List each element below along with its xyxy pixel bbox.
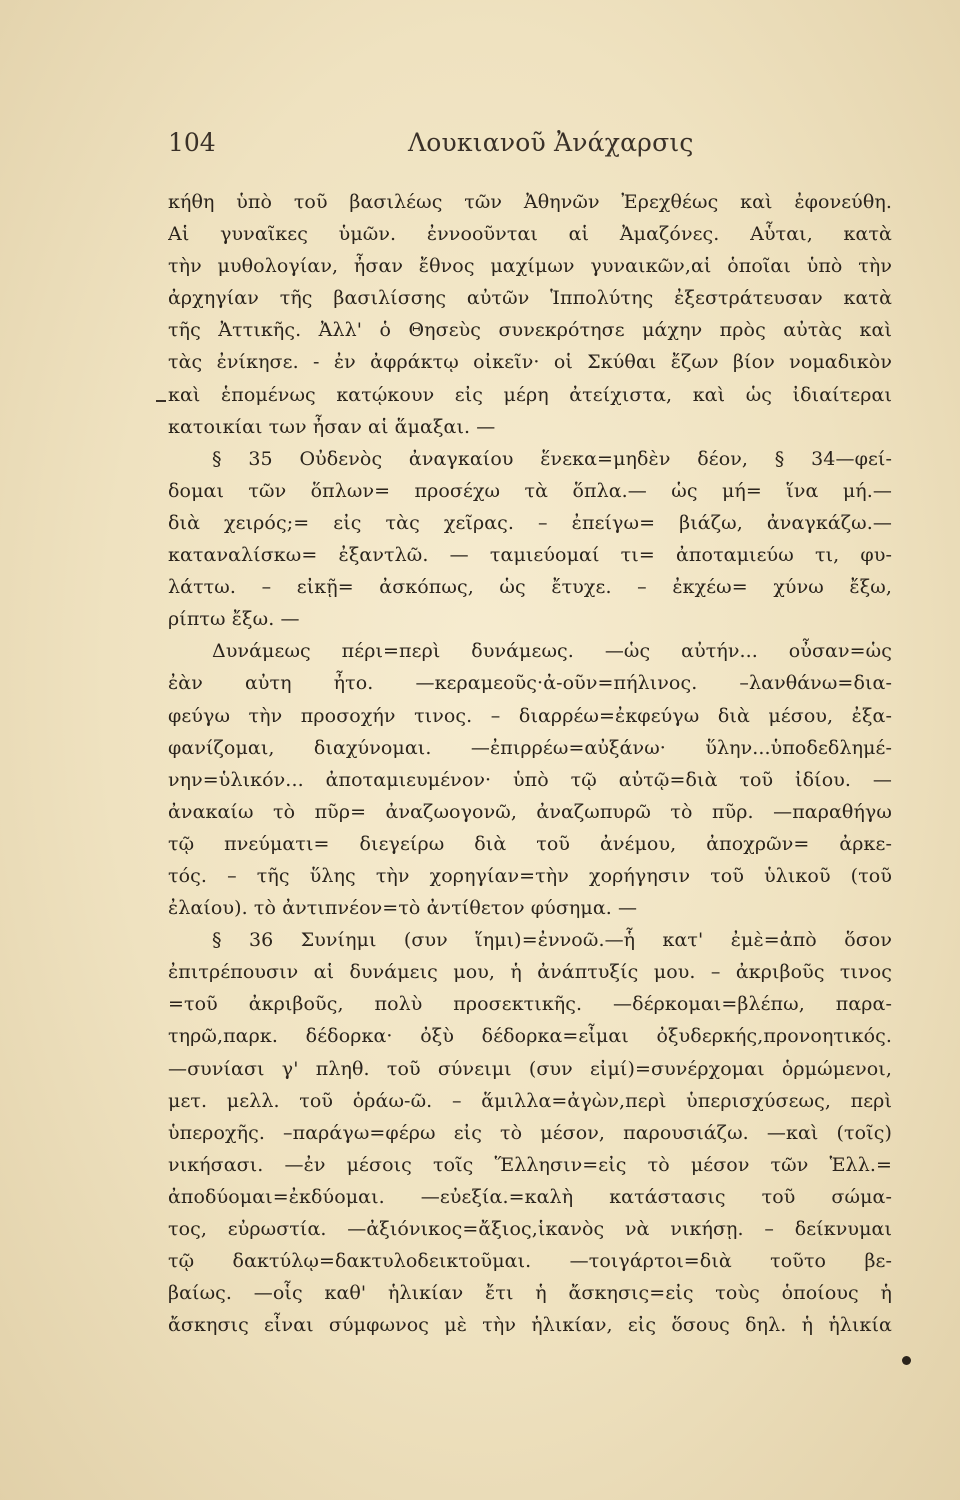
text-line: λάττω. – εἰκῇ= ἀσκόπως, ὡς ἔτυχε. – ἐκχέω= χύνω ἔξω, [168,576,892,599]
text-line: τηρῶ,παρκ. δέδορκα· ὀξὺ δέδορκα=εἶμαι ὀξυδερκής,προνοητικός. [168,1025,892,1048]
text-line: καταναλίσκω= ἐξαντλῶ. — ταμιεύομαί τι= ἀποταμιεύω τι, φυ- [168,544,892,567]
text-line: τὴν μυθολογίαν, ἦσαν ἔθνος μαχίμων γυναικῶν,αἱ ὁποῖαι ὑπὸ τὴν [168,255,892,278]
page-number: 104 [168,128,216,157]
text-line: τῷ δακτύλῳ=δακτυλοδεικτοῦμαι. —τοιγάρτοι=διὰ τοῦτο βε- [168,1250,892,1273]
text-line: κήθη ὑπὸ τοῦ βασιλέως τῶν Ἀθηνῶν Ἐρεχθέως καὶ ἐφονεύθη. [168,191,892,213]
text-line: κατοικίαι των ἦσαν αἱ ἅμαξαι. — [168,415,496,438]
text-line: ἐλαίου). τὸ ἀντιπνέον=τὸ ἀντίθετον φύσημα. — [168,897,638,920]
text-line: ἀρχηγίαν τῆς βασιλίσσης αὐτῶν Ἱππολύτης ἐξεστράτευσαν κατὰ [168,287,892,310]
text-line: καὶ ἑπομένως κατῴκουν εἰς μέρη ἀτείχιστα, καὶ ὡς ἰδιαίτεραι [168,383,892,406]
text-line: διὰ χειρός;= εἰς τὰς χεῖρας. – ἐπείγω= βιάζω, ἀναγκάζω.— [168,511,892,534]
margin-mark [156,400,166,402]
text-line: φεύγω τὴν προσοχήν τινος. – διαρρέω=ἐκφεύγω διὰ μέσου, ἐξα- [168,704,892,727]
text-line: τος, εὐρωστία. —ἀξιόνικος=ἄξιος,ἱκανὸς νὰ νικήσῃ. – δείκνυμαι [168,1218,892,1240]
page-header [168,128,888,168]
text-line: ἀνακαίω τὸ πῦρ= ἀναζωογονῶ, ἀναζωπυρῶ τὸ πῦρ. —παραθήγω [168,800,892,823]
text-line: ἀποδύομαι=ἐκδύομαι. —εὐεξία.=καλὴ κατάστασις τοῦ σώμα- [168,1185,892,1208]
text-line: βαίως. —οἷς καθ' ἡλικίαν ἔτι ἡ ἄσκησις=εἰς τοὺς ὁποίους ἡ [168,1282,892,1305]
text-line: Δυνάμεως πέρι=περὶ δυνάμεως. —ὡς αὐτήν... οὖσαν=ὡς [212,640,892,663]
text-line: μετ. μελλ. τοῦ ὁράω-ῶ. – ἅμιλλα=ἀγὼν,περὶ ὑπερισχύσεως, περὶ [168,1089,892,1112]
text-line: νην=ὑλικόν... ἀποταμιευμένον· ὑπὸ τῷ αὐτῷ=διὰ τοῦ ἰδίου. — [168,768,892,791]
text-line: τὰς ἐνίκησε. - ἐν ἀφράκτῳ οἰκεῖν· οἱ Σκύθαι ἔζων βίον νομαδικὸν [168,351,892,374]
ink-dot [902,1356,911,1365]
text-line: τῷ πνεύματι= διεγείρω διὰ τοῦ ἀνέμου, ἀποχρῶν= ἀρκε- [168,832,892,855]
text-line: ὑπεροχῆς. –παράγω=φέρω εἰς τὸ μέσον, παρουσιάζω. —καὶ (τοῖς) [168,1121,892,1144]
text-line: § 35 Οὐδενὸς ἀναγκαίου ἕνεκα=μηδὲν δέον, § 34—φεί- [212,447,892,470]
text-line: νικήσασι. —ἐν μέσοις τοῖς Ἕλλησιν=εἰς τὸ μέσον τῶν Ἑλλ.= [168,1153,892,1176]
running-title: Λουκιανοῦ Ἀνάχαρσις [408,128,694,157]
commentary-text [168,186,892,1341]
text-line: § 36 Συνίημι (συν ἵημι)=ἐννοῶ.—ἧ κατ' ἐμὲ=ἀπὸ ὅσον [212,929,892,952]
text-line: —συνίασι γ' πληθ. τοῦ σύνειμι (συν εἰμί)=συνέρχομαι ὁρμώμενοι, [168,1057,892,1080]
text-line: τῆς Ἀττικῆς. Ἀλλ' ὁ Θησεὺς συνεκρότησε μάχην πρὸς αὐτὰς καὶ [168,319,892,342]
text-line: ρίπτω ἔξω. — [168,608,300,631]
text-line: φανίζομαι, διαχύνομαι. —ἐπιρρέω=αὐξάνω· ὕλην...ὑποδεδλημέ- [168,736,892,759]
text-line: ἐὰν αὐτη ἦτο. —κεραμεοῦς·ἀ-οῦν=πήλινος. –λανθάνω=δια- [168,672,892,695]
text-line: ἄσκησις εἶναι σύμφωνος μὲ τὴν ἡλικίαν, εἰς ὅσους δηλ. ἡ ἡλικία [168,1314,892,1337]
text-line: δομαι τῶν ὅπλων= προσέχω τὰ ὅπλα.— ὡς μή= ἵνα μή.— [168,479,892,502]
text-line: Αἱ γυναῖκες ὑμῶν. ἐννοοῦνται αἱ Ἀμαζόνες. Αὗται, κατὰ [168,223,892,246]
text-line: ἐπιτρέπουσιν αἱ δυνάμεις μου, ἡ ἀνάπτυξίς μου. – ἀκριβοῦς τινος [168,961,892,984]
text-line: τός. – τῆς ὕλης τὴν χορηγίαν=τὴν χορήγησιν τοῦ ὑλικοῦ (τοῦ [168,864,892,887]
text-line: =τοῦ ἀκριβοῦς, πολὺ προσεκτικῆς. —δέρκομαι=βλέπω, παρα- [168,993,892,1016]
